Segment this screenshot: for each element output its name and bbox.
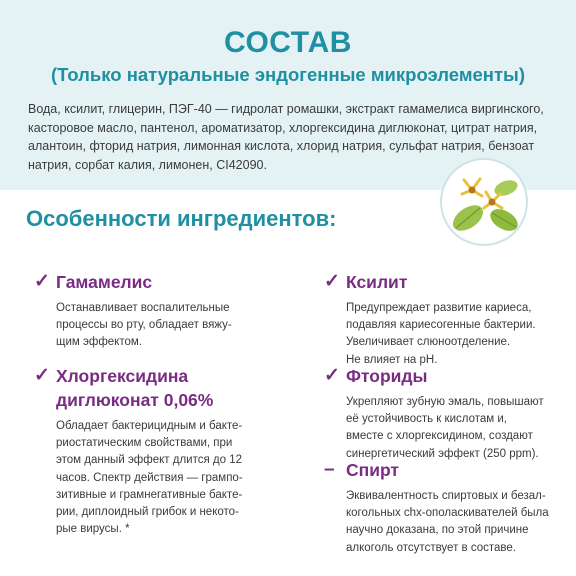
description-line: щим эффектом. xyxy=(56,336,142,349)
dash-icon: – xyxy=(324,459,335,480)
description-line: часов. Спектр действия — грампо- xyxy=(56,471,243,484)
description-line: процессы во рту, обладает вяжу- xyxy=(56,319,232,332)
description-line: Останавливает воспалительные xyxy=(56,302,230,314)
page-title: СОСТАВ xyxy=(224,26,352,59)
hamamelis-flower-icon xyxy=(440,158,528,246)
description-line: рые вирусы. * xyxy=(56,523,130,536)
description-line: алкоголь отсутствует в составе. xyxy=(346,541,516,554)
feature-description xyxy=(346,394,564,463)
description-line: риостатическим свойствами, при xyxy=(56,437,233,450)
feature-description xyxy=(56,418,284,538)
feature-title-line: Хлоргексидина xyxy=(56,366,189,386)
flower-illustration xyxy=(442,160,526,244)
page-subtitle: (Только натуральные эндогенные микроэлементы) xyxy=(50,64,526,85)
checkmark-icon: ✓ xyxy=(324,365,340,386)
feature-alcohol xyxy=(324,458,564,557)
description-line: этом данный эффект длится до 12 xyxy=(56,454,242,467)
description-line: Увеличивает слюноотделение. xyxy=(346,336,511,349)
feature-description xyxy=(346,488,564,557)
description-line: зитивные и грамнегативные бакте- xyxy=(56,488,243,501)
description-line: научно доказана, по этой причине xyxy=(346,524,529,537)
description-line: подавляя кариесогенные бактерии. xyxy=(346,319,536,332)
checkmark-icon: ✓ xyxy=(34,271,50,292)
feature-title-line: диглюконат 0,06% xyxy=(56,390,214,410)
checkmark-icon: ✓ xyxy=(324,271,340,292)
description-line: синергетический эффект (250 ppm). xyxy=(346,447,539,460)
description-line: Обладает бактерицидным и бакте- xyxy=(56,420,243,432)
feature-title: Ксилит xyxy=(346,272,408,292)
description-line: когольных chx-ополаскивателей была xyxy=(346,507,549,520)
composition-line: алантоин, фторид натрия, лимонная кислота, хлорид натрия, сульфат натрия, бензоат xyxy=(28,139,535,153)
feature-xylitol xyxy=(324,270,564,369)
feature-title: Гамамелис xyxy=(56,272,153,292)
feature-hamamelis xyxy=(34,270,284,352)
features-title: Особенности ингредиентов: xyxy=(26,206,337,231)
description-line: вместе с хлоргексидином, создают xyxy=(346,430,533,443)
composition-line: Вода, ксилит, глицерин, ПЭГ-40 — гидролат ромашки, экстракт гамамелиса виргинского, xyxy=(28,102,544,116)
composition-line: касторовое масло, пантенол, ароматизатор, хлоргексидина диглюконат, цитрат натрия, xyxy=(28,120,538,135)
description-line: Эквивалентность спиртовых и безал- xyxy=(346,490,546,502)
feature-chlorhexidine xyxy=(34,364,284,538)
feature-title xyxy=(56,364,213,412)
feature-description xyxy=(56,300,284,352)
description-line: Предупреждает развитие кариеса, xyxy=(346,302,532,314)
feature-fluorides xyxy=(324,364,564,463)
description-line: рии, диплоидный грибок и некото- xyxy=(56,506,239,519)
checkmark-icon: ✓ xyxy=(34,365,50,386)
description-line: её устойчивость к кислотам и, xyxy=(346,413,507,426)
description-line: Не влияет на pH. xyxy=(346,353,438,366)
feature-title: Спирт xyxy=(346,460,399,480)
feature-description xyxy=(346,300,564,369)
description-line: Укрепляют зубную эмаль, повышают xyxy=(346,396,544,408)
composition-line: натрия, сорбат калия, лимонен, CI42090. xyxy=(28,157,267,172)
feature-title: Фториды xyxy=(346,366,428,386)
